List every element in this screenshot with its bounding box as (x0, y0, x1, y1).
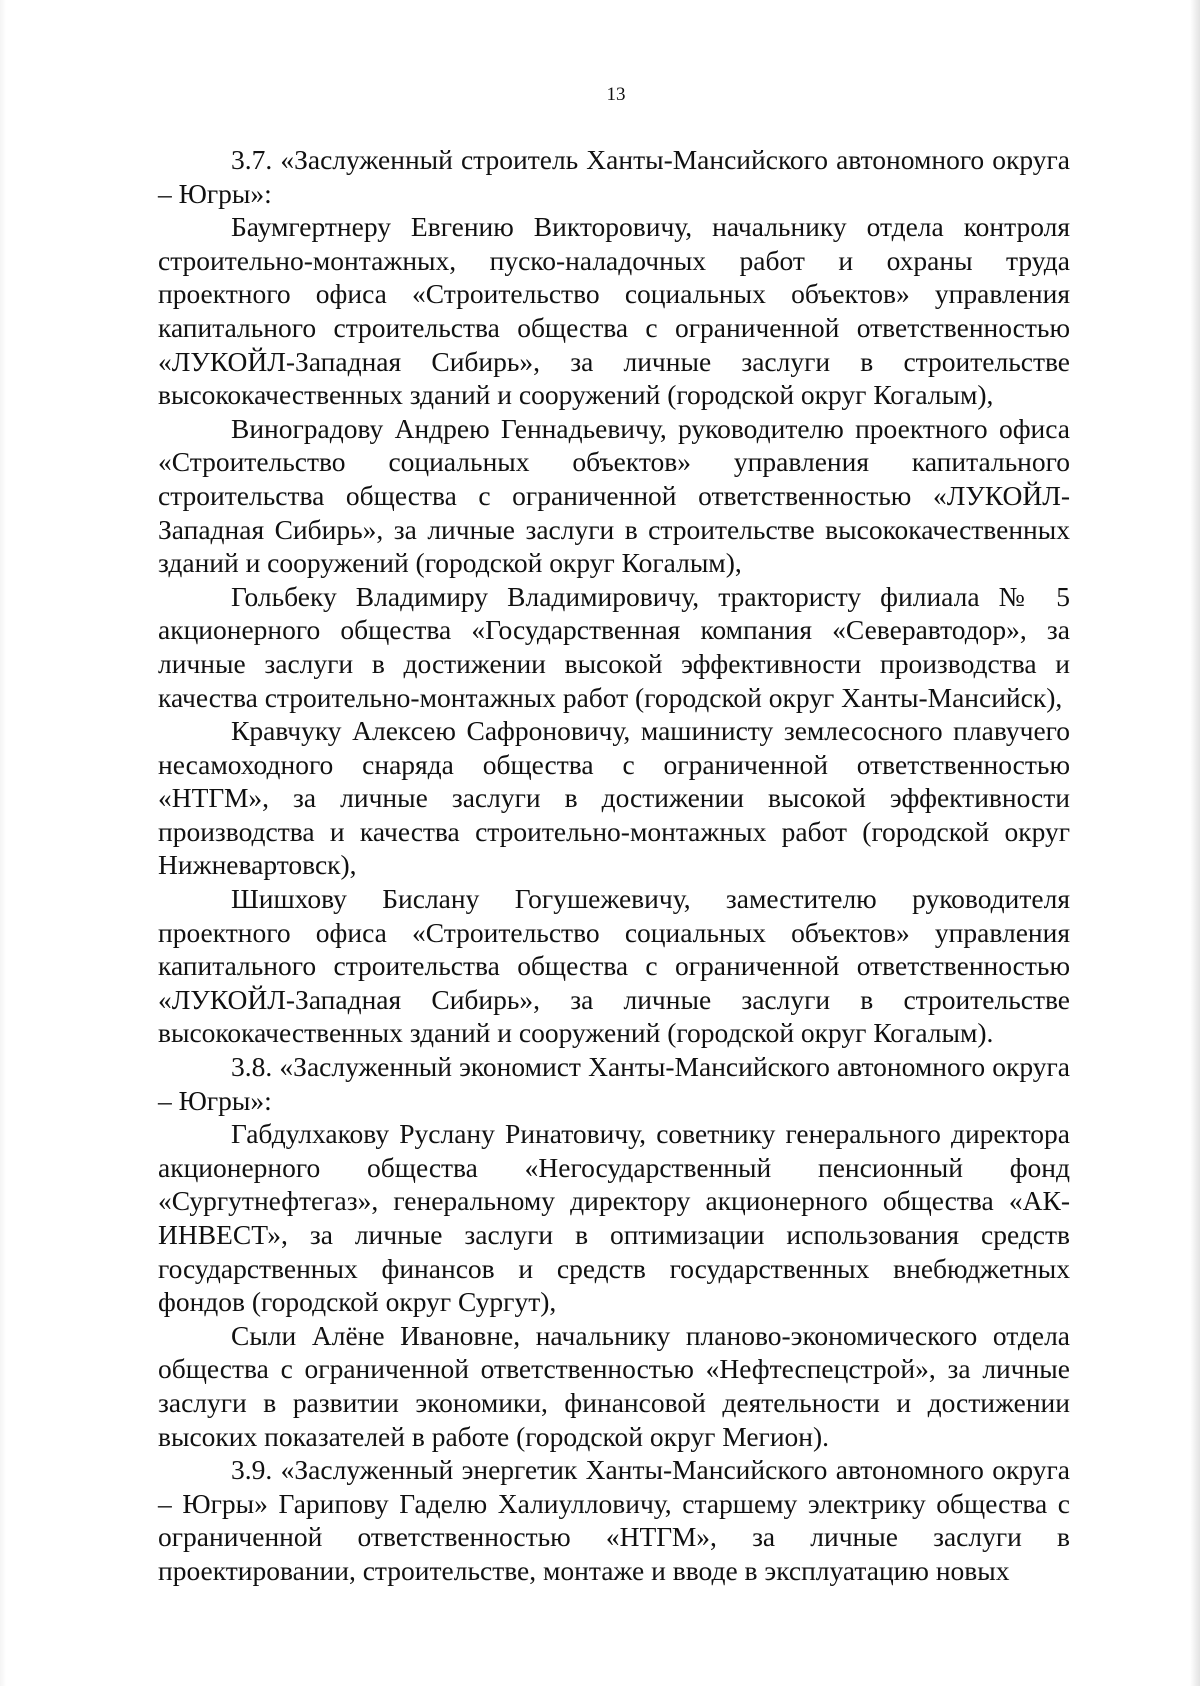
award-paragraph: Шишхову Бислану Гогушежевичу, заместителю руководителя проектного офиса «Строительство социальных объектов» управления капитального строительства общества с ограниченной ответственностью «ЛУКОЙЛ-Западная Сибирь», за личные заслуги в строительстве высококачественных зданий и сооружений (городской округ Когалым). (158, 883, 1070, 1049)
award-paragraph: Сыли Алёне Ивановне, начальнику планово-экономического отдела общества с ограниченной ответственностью «Нефтеспецстрой», за личные заслуги в развитии экономики, финансовой деятельности и достижении высоких показателей в работе (городской округ Мегион). (158, 1319, 1070, 1452)
award-paragraph: Габдулхакову Руслану Ринатовичу, советнику генерального директора акционерного общества «Негосударственный пенсионный фонд «Сургутнефтегаз», генеральному директору акционерного общества «АК-ИНВЕСТ», за личные заслуги в оптимизации использования средств государственных финансов и средств государственных внебюджетных фондов (городской округ Сургут), (158, 1118, 1070, 1318)
award-paragraph: Кравчуку Алексею Сафроновичу, машинисту землесосного плавучего несамоходного снаряда общества с ограниченной ответственностью «НТГМ», за личные заслуги в достижении высокой эффективности производства и качества строительно-монтажных работ (городской округ Нижневартовск), (158, 715, 1070, 881)
scan-edge-left (0, 0, 6, 1686)
award-paragraph: Виноградову Андрею Геннадьевичу, руководителю проектного офиса «Строительство социальных объектов» управления капитального строительства общества с ограниченной ответственностью «ЛУКОЙЛ-Западная Сибирь», за личные заслуги в строительстве высококачественных зданий и сооружений (городской округ Когалым), (158, 412, 1070, 579)
section-heading-3-7: 3.7. «Заслуженный строитель Ханты-Мансийского автономного округа – Югры»: (158, 144, 1070, 209)
section-heading-3-8: 3.8. «Заслуженный экономист Ханты-Мансийского автономного округа – Югры»: (158, 1051, 1070, 1116)
section-heading-3-9: 3.9. «Заслуженный энергетик Ханты-Мансийского автономного округа – Югры» Гарипову Гаделю Халиулловичу, старшему электрику общества с ограниченной ответственностью «НТГМ», за личные заслуги в проектировании, строительстве, монтаже и вводе в эксплуатацию новых (158, 1454, 1070, 1586)
award-paragraph: Гольбеку Владимиру Владимировичу, трактористу филиала № 5 акционерного общества «Государственная компания «Северавтодор», за личные заслуги в достижении высокой эффективности производства и качества строительно-монтажных работ (городской округ Ханты-Мансийск), (158, 580, 1070, 713)
page-number: 13 (606, 84, 626, 105)
scan-edge-right (1190, 0, 1200, 1686)
document-body (158, 143, 1070, 1588)
award-paragraph: Баумгертнеру Евгению Викторовичу, начальнику отдела контроля строительно-монтажных, пуско-наладочных работ и охраны труда проектного офиса «Строительство социальных объектов» управления капитального строительства общества с ограниченной ответственностью «ЛУКОЙЛ-Западная Сибирь», за личные заслуги в строительстве высококачественных зданий и сооружений (городской округ Когалым), (158, 211, 1070, 411)
